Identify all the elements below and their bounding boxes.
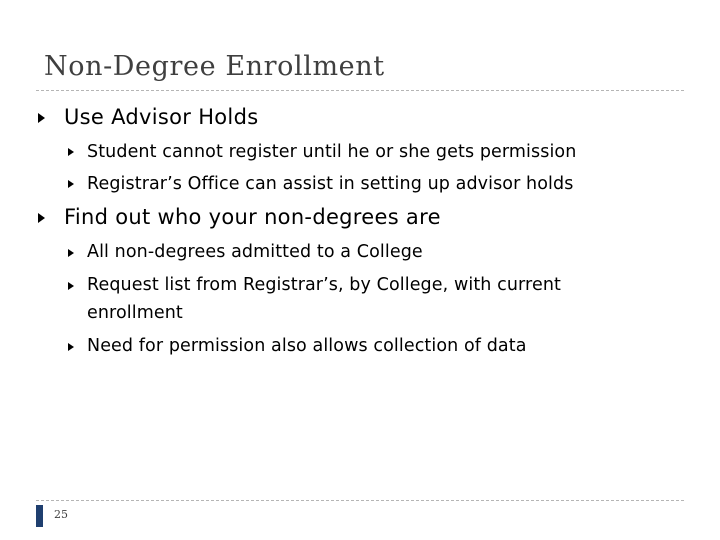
bullet-text: Find out who your non-degrees are xyxy=(64,205,441,229)
sub-bullet-continuation: enrollment xyxy=(87,303,183,323)
triangle-right-icon xyxy=(68,148,74,156)
slide-title: Non-Degree Enrollment xyxy=(44,51,385,82)
triangle-right-icon xyxy=(38,113,45,123)
triangle-right-icon xyxy=(68,282,74,290)
triangle-right-icon xyxy=(68,343,74,351)
bullet-text: Use Advisor Holds xyxy=(64,105,259,129)
footer-divider xyxy=(36,500,684,501)
page-number: 25 xyxy=(54,508,68,521)
triangle-right-icon xyxy=(68,180,74,188)
sub-bullet-text: Request list from Registrar’s, by College, with current xyxy=(87,275,561,295)
sub-bullet-text: All non-degrees admitted to a College xyxy=(87,242,423,262)
sub-bullet-text: Student cannot register until he or she gets permission xyxy=(87,142,577,162)
triangle-right-icon xyxy=(68,249,74,257)
sub-bullet-text: Registrar’s Office can assist in setting up advisor holds xyxy=(87,174,574,194)
triangle-right-icon xyxy=(38,213,45,223)
sub-bullet-text: Need for permission also allows collection of data xyxy=(87,336,527,356)
page-marker-bar xyxy=(36,505,43,527)
